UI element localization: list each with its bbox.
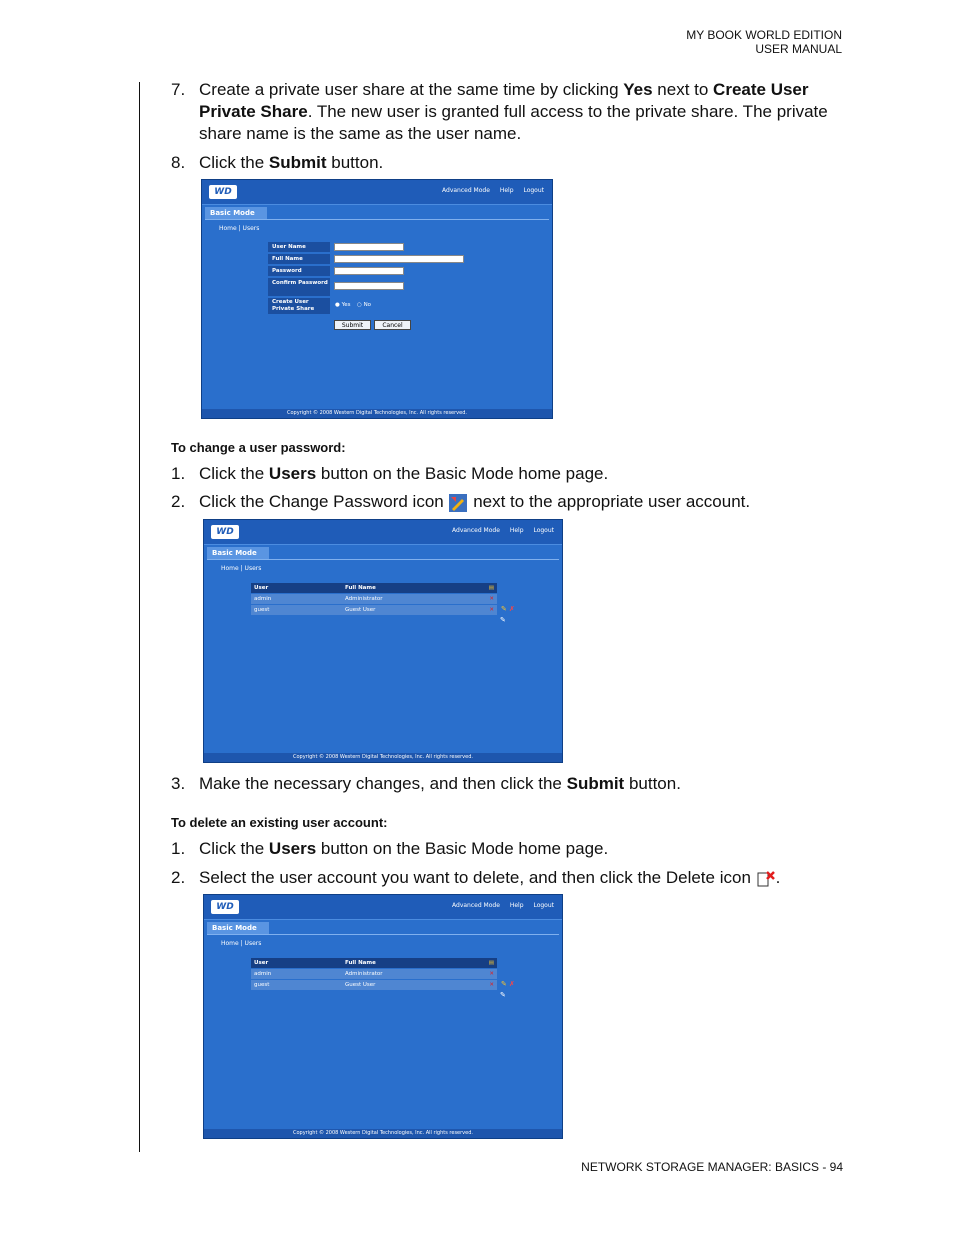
delete-icon[interactable]: ✕ — [489, 982, 494, 988]
screenshot-users-list-delete — [203, 894, 563, 1139]
help-link[interactable]: Help — [509, 902, 524, 909]
label-password: Password — [268, 266, 330, 276]
table-row[interactable]: admin Administrator ✕ — [251, 594, 497, 604]
delete-icon[interactable]: ✕ — [489, 596, 494, 602]
change-password-icon[interactable]: ✎ — [501, 980, 507, 988]
delete-icon — [756, 870, 776, 888]
edit-icon[interactable]: ✎ — [500, 991, 506, 999]
wd-logo: WD — [211, 900, 239, 914]
change-password-icon[interactable]: ✎ — [501, 605, 507, 613]
delete-user-icon[interactable]: ✗ — [509, 980, 515, 988]
wd-logo: WD — [211, 525, 239, 539]
yes-radio[interactable]: ● Yes — [335, 302, 351, 308]
full-name-input[interactable] — [334, 255, 464, 263]
header-title: MY BOOK WORLD EDITION — [686, 28, 842, 42]
help-link[interactable]: Help — [509, 527, 524, 534]
page-footer: NETWORK STORAGE MANAGER: BASICS - 94 — [581, 1160, 843, 1174]
copyright: Copyright © 2008 Western Digital Technologies, Inc. All rights reserved. — [204, 1129, 562, 1138]
logout-link[interactable]: Logout — [533, 527, 554, 534]
delete-icon[interactable]: ✕ — [489, 607, 494, 613]
cancel-button[interactable]: Cancel — [374, 320, 411, 330]
copyright: Copyright © 2008 Western Digital Technologies, Inc. All rights reserved. — [204, 753, 562, 762]
confirm-password-input[interactable] — [334, 282, 404, 290]
help-link[interactable]: Help — [499, 187, 514, 194]
change-bar — [139, 82, 140, 1152]
change-password-icon — [448, 493, 468, 513]
section-title-change-password: To change a user password: — [171, 440, 346, 455]
user-name-input[interactable] — [334, 243, 404, 251]
advanced-mode-link[interactable]: Advanced Mode — [452, 527, 500, 534]
breadcrumb: Home | Users — [219, 225, 260, 232]
submit-button[interactable]: Submit — [334, 320, 371, 330]
running-header — [686, 28, 842, 56]
breadcrumb: Home | Users — [221, 565, 262, 572]
copyright: Copyright © 2008 Western Digital Technologies, Inc. All rights reserved. — [202, 409, 552, 418]
tab-basic-mode[interactable]: Basic Mode — [205, 207, 267, 219]
logout-link[interactable]: Logout — [523, 187, 544, 194]
table-header: User Full Name ▤ — [251, 583, 497, 593]
label-full-name: Full Name — [268, 254, 330, 264]
add-user-icon[interactable]: ▤ — [488, 960, 494, 966]
delete-user-icon[interactable]: ✗ — [509, 605, 515, 613]
logout-link[interactable]: Logout — [533, 902, 554, 909]
table-row[interactable]: guest Guest User ✕ — [251, 605, 497, 615]
screenshot-add-user — [201, 179, 553, 419]
table-row[interactable]: admin Administrator ✕ — [251, 969, 497, 979]
section-title-delete-user: To delete an existing user account: — [171, 815, 388, 830]
table-row[interactable]: guest Guest User ✕ — [251, 980, 497, 990]
advanced-mode-link[interactable]: Advanced Mode — [452, 902, 500, 909]
tab-basic-mode[interactable]: Basic Mode — [207, 922, 269, 934]
header-subtitle: USER MANUAL — [755, 42, 842, 56]
password-input[interactable] — [334, 267, 404, 275]
edit-icon[interactable]: ✎ — [500, 616, 506, 624]
label-confirm-password: Confirm Password — [268, 278, 330, 296]
advanced-mode-link[interactable]: Advanced Mode — [442, 187, 490, 194]
no-radio[interactable]: ○ No — [357, 302, 372, 308]
label-create-private-share: Create User Private Share — [268, 298, 330, 314]
add-user-icon[interactable]: ▤ — [488, 585, 494, 591]
breadcrumb: Home | Users — [221, 940, 262, 947]
delete-icon[interactable]: ✕ — [489, 971, 494, 977]
wd-logo: WD — [209, 185, 237, 199]
screenshot-users-list-password — [203, 519, 563, 763]
label-user-name: User Name — [268, 242, 330, 252]
tab-basic-mode[interactable]: Basic Mode — [207, 547, 269, 559]
table-header: User Full Name ▤ — [251, 958, 497, 968]
